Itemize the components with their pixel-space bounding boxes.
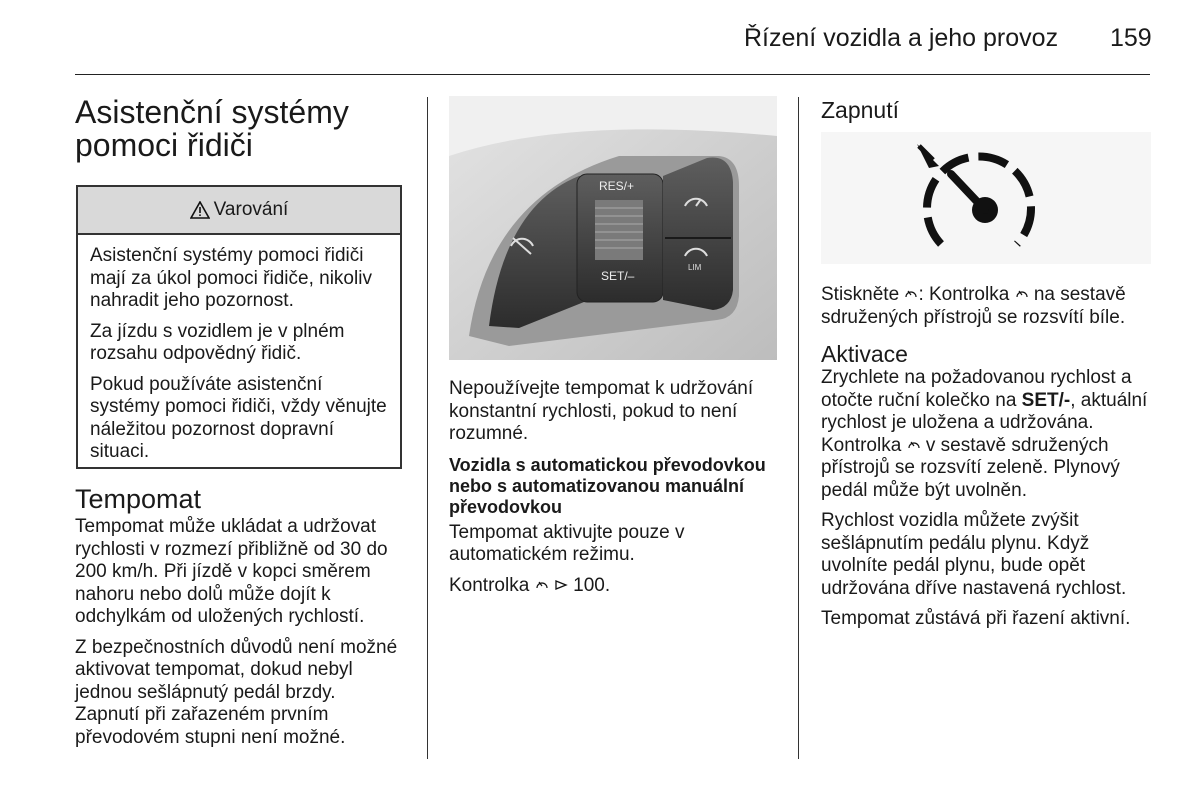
warning-title: Varování: [213, 199, 289, 220]
body-paragraph: Z bezpečnostních důvodů není možné aktivovat tempomat, dokud nebyl jednou sešlápnutý pedál brzdy. Zapnutí při zařazeném prvním převodovém stupni není možné.: [75, 636, 398, 748]
aktivace-text-b: , aktuální rychlost je uložena a udržována. Kontrolka: [821, 389, 1148, 456]
set-label: SET/–: [601, 269, 635, 283]
warning-paragraph: Za jízdu s vozidlem je v plném rozsahu odpovědný řidič.: [90, 320, 345, 364]
section-title: Asistenční systémy pomoci řidiči: [75, 94, 349, 163]
subsection-heading: Aktivace: [821, 341, 908, 367]
running-header-title: Řízení vozidla a jeho provoz: [744, 24, 1059, 52]
aktivace-set-label: SET/-: [1021, 389, 1071, 411]
cruise-control-icon: [907, 438, 921, 452]
steering-wheel-controls-photo: [449, 96, 777, 360]
warning-triangle-icon: [190, 201, 210, 219]
bold-subheading: Vozidla s automatickou převodovkou nebo s automatizovanou manuální převodovkou: [449, 454, 766, 517]
body-paragraph: Tempomat může ukládat a udržovat rychlosti v rozmezí přibližně od 30 do 200 km/h. Při jízdě v kopci směrem nahoru nebo dolů může dojít k odchylkám od uložených rychlostí.: [75, 516, 388, 627]
res-label: RES/+: [599, 179, 635, 193]
reference-page: 100.: [573, 574, 611, 596]
body-paragraph: Tempomat zůstává při řazení aktivní.: [821, 608, 1131, 629]
subsection-heading: Tempomat: [75, 484, 202, 514]
body-paragraph: Nepoužívejte tempomat k udržování konstantní rychlosti, pokud to není rozumné.: [449, 378, 754, 444]
subsection-heading: Zapnutí: [821, 97, 899, 123]
cruise-control-icon: [535, 578, 549, 592]
warning-box: [76, 185, 402, 469]
body-paragraph: Tempomat aktivujte pouze v automatickém režimu.: [449, 521, 685, 565]
body-paragraph: [821, 284, 1151, 329]
body-paragraph: Rychlost vozidla můžete zvýšit sešlápnutím pedálu plynu. Když uvolníte pedál plynu, bude opět udržována dříve nastavená rychlost.: [821, 510, 1127, 599]
zapnuti-text-a: Stiskněte: [821, 284, 900, 305]
reference-line: [449, 575, 779, 598]
column-divider: [798, 97, 799, 759]
header-rule: [75, 74, 1150, 75]
aktivace-text-c: v sestavě sdružených přístrojů se rozsvítí zeleně. Plynový pedál může být uvolněn.: [821, 434, 1120, 501]
zapnuti-text-c: na sestavě sdružených přístrojů se rozsvítí bíle.: [821, 284, 1126, 328]
warning-paragraph: Pokud používáte asistenční systémy pomoci řidiči, vždy věnujte náležitou pozornost dopravní situaci.: [90, 373, 387, 462]
cruise-control-icon: [1015, 287, 1029, 301]
page-number: 159: [1110, 24, 1152, 52]
cruise-control-speedometer-symbol: [821, 132, 1151, 264]
body-paragraph: [821, 367, 1151, 502]
warning-paragraph: Asistenční systémy pomoci řidiči mají za úkol pomoci řidiče, nikoliv nahradit jeho pozornost.: [90, 245, 372, 311]
column-divider: [427, 97, 428, 759]
warning-header: [78, 187, 400, 235]
aktivace-text-a: Zrychlete na požadovanou rychlost a otočte ruční kolečko na: [821, 367, 1132, 411]
reference-prefix: Kontrolka: [449, 574, 530, 596]
lim-label: LIM: [688, 263, 702, 272]
cruise-control-icon: [904, 287, 918, 301]
page-reference-arrow-icon: [554, 578, 568, 592]
zapnuti-text-b: : Kontrolka: [918, 284, 1010, 305]
